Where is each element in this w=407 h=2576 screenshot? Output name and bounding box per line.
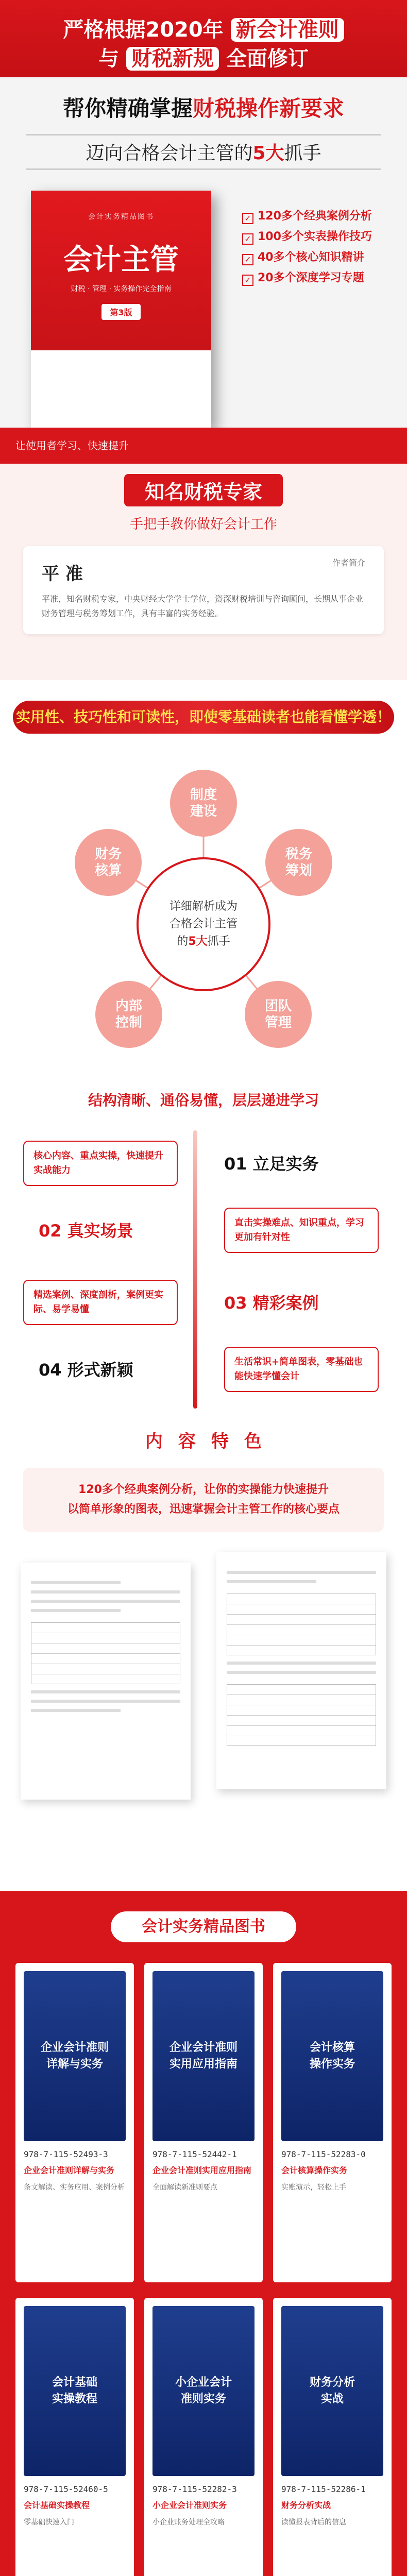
- book-subtitle: 财税 · 管理 · 实务操作完全指南: [71, 285, 172, 293]
- text-line: [31, 1581, 121, 1584]
- text-line: [227, 1571, 376, 1574]
- sample-table: [31, 1622, 180, 1684]
- book-card-title: 小企业会计准则实务: [152, 2500, 227, 2510]
- text-line: [31, 1690, 180, 1693]
- structure-title: 结构清晰、通俗易懂，层层递进学习: [88, 1092, 319, 1109]
- hero-section: [0, 0, 407, 464]
- book-card-cover: 企业会计准则 实用应用指南: [152, 1971, 255, 2141]
- author-badge: 作者简介: [332, 558, 365, 568]
- book-card-cover: 企业会计准则 详解与实务: [24, 1971, 126, 2141]
- pillars-center-line: 合格会计主管: [169, 918, 238, 930]
- book-card-isbn: 978-7-115-52283-0: [281, 2149, 366, 2159]
- feature-list: [242, 206, 392, 289]
- book-card-title: 会计核算操作实务: [281, 2165, 348, 2175]
- sample-table: [227, 1684, 376, 1746]
- sample-pages: [0, 1532, 407, 1861]
- book-card-description: 读懂报表背后的信息: [281, 2518, 346, 2527]
- book-card-isbn: 978-7-115-52493-3: [24, 2149, 108, 2159]
- book-card[interactable]: [273, 2298, 392, 2576]
- hero-line-1: [0, 15, 407, 44]
- book-card[interactable]: [15, 1963, 134, 2282]
- check-icon: ✓: [242, 275, 253, 286]
- book-grid: [15, 1963, 392, 2576]
- hero-subtitle-highlight: 财税操作新要求: [193, 96, 345, 121]
- book-card-cover: 财务分析 实战: [281, 2306, 383, 2476]
- author-slogan: 手把手教你做好会计工作: [129, 517, 277, 532]
- pillar-node: 内部 控制: [95, 981, 162, 1048]
- book-card-isbn: 978-7-115-52286-1: [281, 2484, 366, 2494]
- feature-item: [242, 206, 392, 227]
- author-section: [0, 464, 407, 680]
- sample-table: [227, 1594, 376, 1655]
- text-line: [227, 1580, 316, 1583]
- pillars-center: [137, 857, 270, 991]
- hero-tagline-prefix: 迈向合格会计主管的: [86, 143, 253, 164]
- pillar-node: 制度 建设: [170, 770, 237, 837]
- book-card-description: 小企业账务处理全攻略: [152, 2518, 225, 2527]
- book-title: 会计主管: [63, 243, 179, 277]
- pillars-center-line: 详细解析成为: [169, 900, 238, 913]
- timeline-note: 直击实操难点、知识重点，学习更加有针对性: [224, 1208, 379, 1253]
- book-card-description: 零基础快速入门: [24, 2518, 74, 2527]
- feature-item: [242, 268, 392, 289]
- book-card-title: 会计基础实操教程: [24, 2500, 90, 2510]
- hero-banner: [0, 0, 407, 77]
- book-cover-image: [31, 191, 211, 428]
- timeline-note: 生活常识+简单图表，零基础也能快速学懂会计: [224, 1347, 379, 1392]
- hero-tagline: [26, 134, 381, 170]
- hero-line-2-highlight: 财税新规: [126, 47, 219, 71]
- text-line: [227, 1671, 376, 1674]
- book-card[interactable]: [15, 2298, 134, 2576]
- book-card-title: 企业会计准则详解与实务: [24, 2165, 115, 2175]
- practice-section: [0, 680, 407, 1417]
- book-card[interactable]: [144, 1963, 263, 2282]
- check-icon: ✓: [242, 254, 253, 265]
- content-features-title: 内容特色: [145, 1431, 277, 1452]
- content-features-box: [23, 1468, 384, 1532]
- pillar-node: 财务 核算: [75, 829, 142, 896]
- book-card-cover: 会计基础 实操教程: [24, 2306, 126, 2476]
- feature-text: 120多个经典案例分析: [258, 210, 372, 223]
- sample-page-image: [216, 1552, 386, 1789]
- book-series: 会计实务精品图书: [88, 213, 154, 221]
- catalog-section: [0, 1891, 407, 2576]
- timeline-spine: [193, 1130, 197, 1409]
- book-card-description: 全面解读新准则要点: [152, 2183, 217, 2192]
- author-name: 平 准: [42, 564, 83, 584]
- text-line: [31, 1590, 180, 1594]
- book-card-isbn: 978-7-115-52282-3: [152, 2484, 237, 2494]
- author-card: [23, 546, 384, 634]
- text-line: [31, 1600, 180, 1603]
- hero-line-2-prefix: 与: [98, 47, 120, 71]
- author-section-title: 知名财税专家: [124, 474, 283, 506]
- text-line: [31, 1709, 121, 1712]
- feature-text: 40多个核心知识精讲: [258, 251, 364, 264]
- content-features-section: [0, 1417, 407, 1891]
- text-line: [31, 1700, 180, 1703]
- sample-page-image: [21, 1563, 191, 1800]
- timeline-label: 01 立足实务: [224, 1154, 319, 1174]
- book-card-cover: 小企业会计 准则实务: [152, 2306, 255, 2476]
- book-card-description: 条文解读、实务应用、案例分析: [24, 2183, 125, 2192]
- hero-tagline-highlight: 5大: [252, 143, 284, 164]
- text-line: [227, 1662, 376, 1665]
- timeline-label: 04 形式新颖: [39, 1360, 133, 1380]
- pillars-center-line: [177, 933, 230, 951]
- feature-item: [242, 247, 392, 268]
- timeline-note: 精选案例、深度剖析，案例更实际、易学易懂: [23, 1280, 178, 1325]
- structure-timeline: [18, 1130, 389, 1419]
- catalog-title: 会计实务精品图书: [111, 1911, 296, 1942]
- pillar-node: 团队 管理: [245, 981, 312, 1048]
- content-feature-line: 以简单形象的图表，迅速掌握会计主管工作的核心要点: [67, 1503, 340, 1516]
- check-icon: ✓: [242, 233, 253, 245]
- check-icon: ✓: [242, 213, 253, 224]
- practice-banner: 实用性、技巧性和可读性，即使零基础读者也能看懂学透！: [13, 701, 394, 734]
- feature-text: 100多个实表操作技巧: [258, 230, 372, 243]
- hero-line-1-prefix: 严格根据2020年: [63, 18, 224, 42]
- timeline-label: 02 真实场景: [39, 1221, 133, 1241]
- author-bio: 平准，知名财税专家，中央财经大学学士学位，资深财税培训与咨询顾问，长期从事企业财务管理与税务筹划工作，具有丰富的实务经验。: [42, 594, 364, 618]
- hero-line-1-highlight: 新会计准则: [231, 18, 344, 42]
- timeline-label: 03 精彩案例: [224, 1293, 319, 1313]
- hero-line-2: [0, 44, 407, 73]
- hero-tagline-suffix: 抓手: [284, 143, 321, 164]
- book-card-isbn: 978-7-115-52460-5: [24, 2484, 108, 2494]
- book-card-isbn: 978-7-115-52442-1: [152, 2149, 237, 2159]
- book-card-cover: 会计核算 操作实务: [281, 1971, 383, 2141]
- timeline-note: 核心内容、重点实操，快速提升实战能力: [23, 1141, 178, 1186]
- book-cover-lower: [31, 350, 211, 428]
- book-edition-badge: 第3版: [101, 304, 140, 320]
- content-feature-line: 120多个经典案例分析，让你的实操能力快速提升: [78, 1483, 329, 1496]
- pillars-center-prefix: 的: [177, 935, 189, 948]
- book-card[interactable]: [144, 2298, 263, 2576]
- book-card[interactable]: [273, 1963, 392, 2282]
- hero-subtitle: [0, 92, 407, 123]
- book-card-title: 企业会计准则实用应用指南: [152, 2165, 252, 2175]
- feature-item: [242, 227, 392, 247]
- book-card-description: 实账演示，轻松上手: [281, 2183, 346, 2192]
- book-card-title: 财务分析实战: [281, 2500, 331, 2510]
- five-pillars-diagram: [59, 754, 348, 1074]
- text-line: [31, 1609, 121, 1612]
- hero-line-2-suffix: 全面修订: [226, 47, 309, 71]
- pillars-center-highlight: 5大: [188, 935, 208, 948]
- hero-subtitle-prefix: 帮你精确掌握: [62, 96, 193, 121]
- hero-footer-strip: 让使用者学习、快速提升: [0, 428, 407, 464]
- pillars-center-suffix: 抓手: [207, 935, 230, 948]
- pillar-node: 税务 筹划: [265, 829, 332, 896]
- feature-text: 20多个深度学习专题: [258, 272, 364, 284]
